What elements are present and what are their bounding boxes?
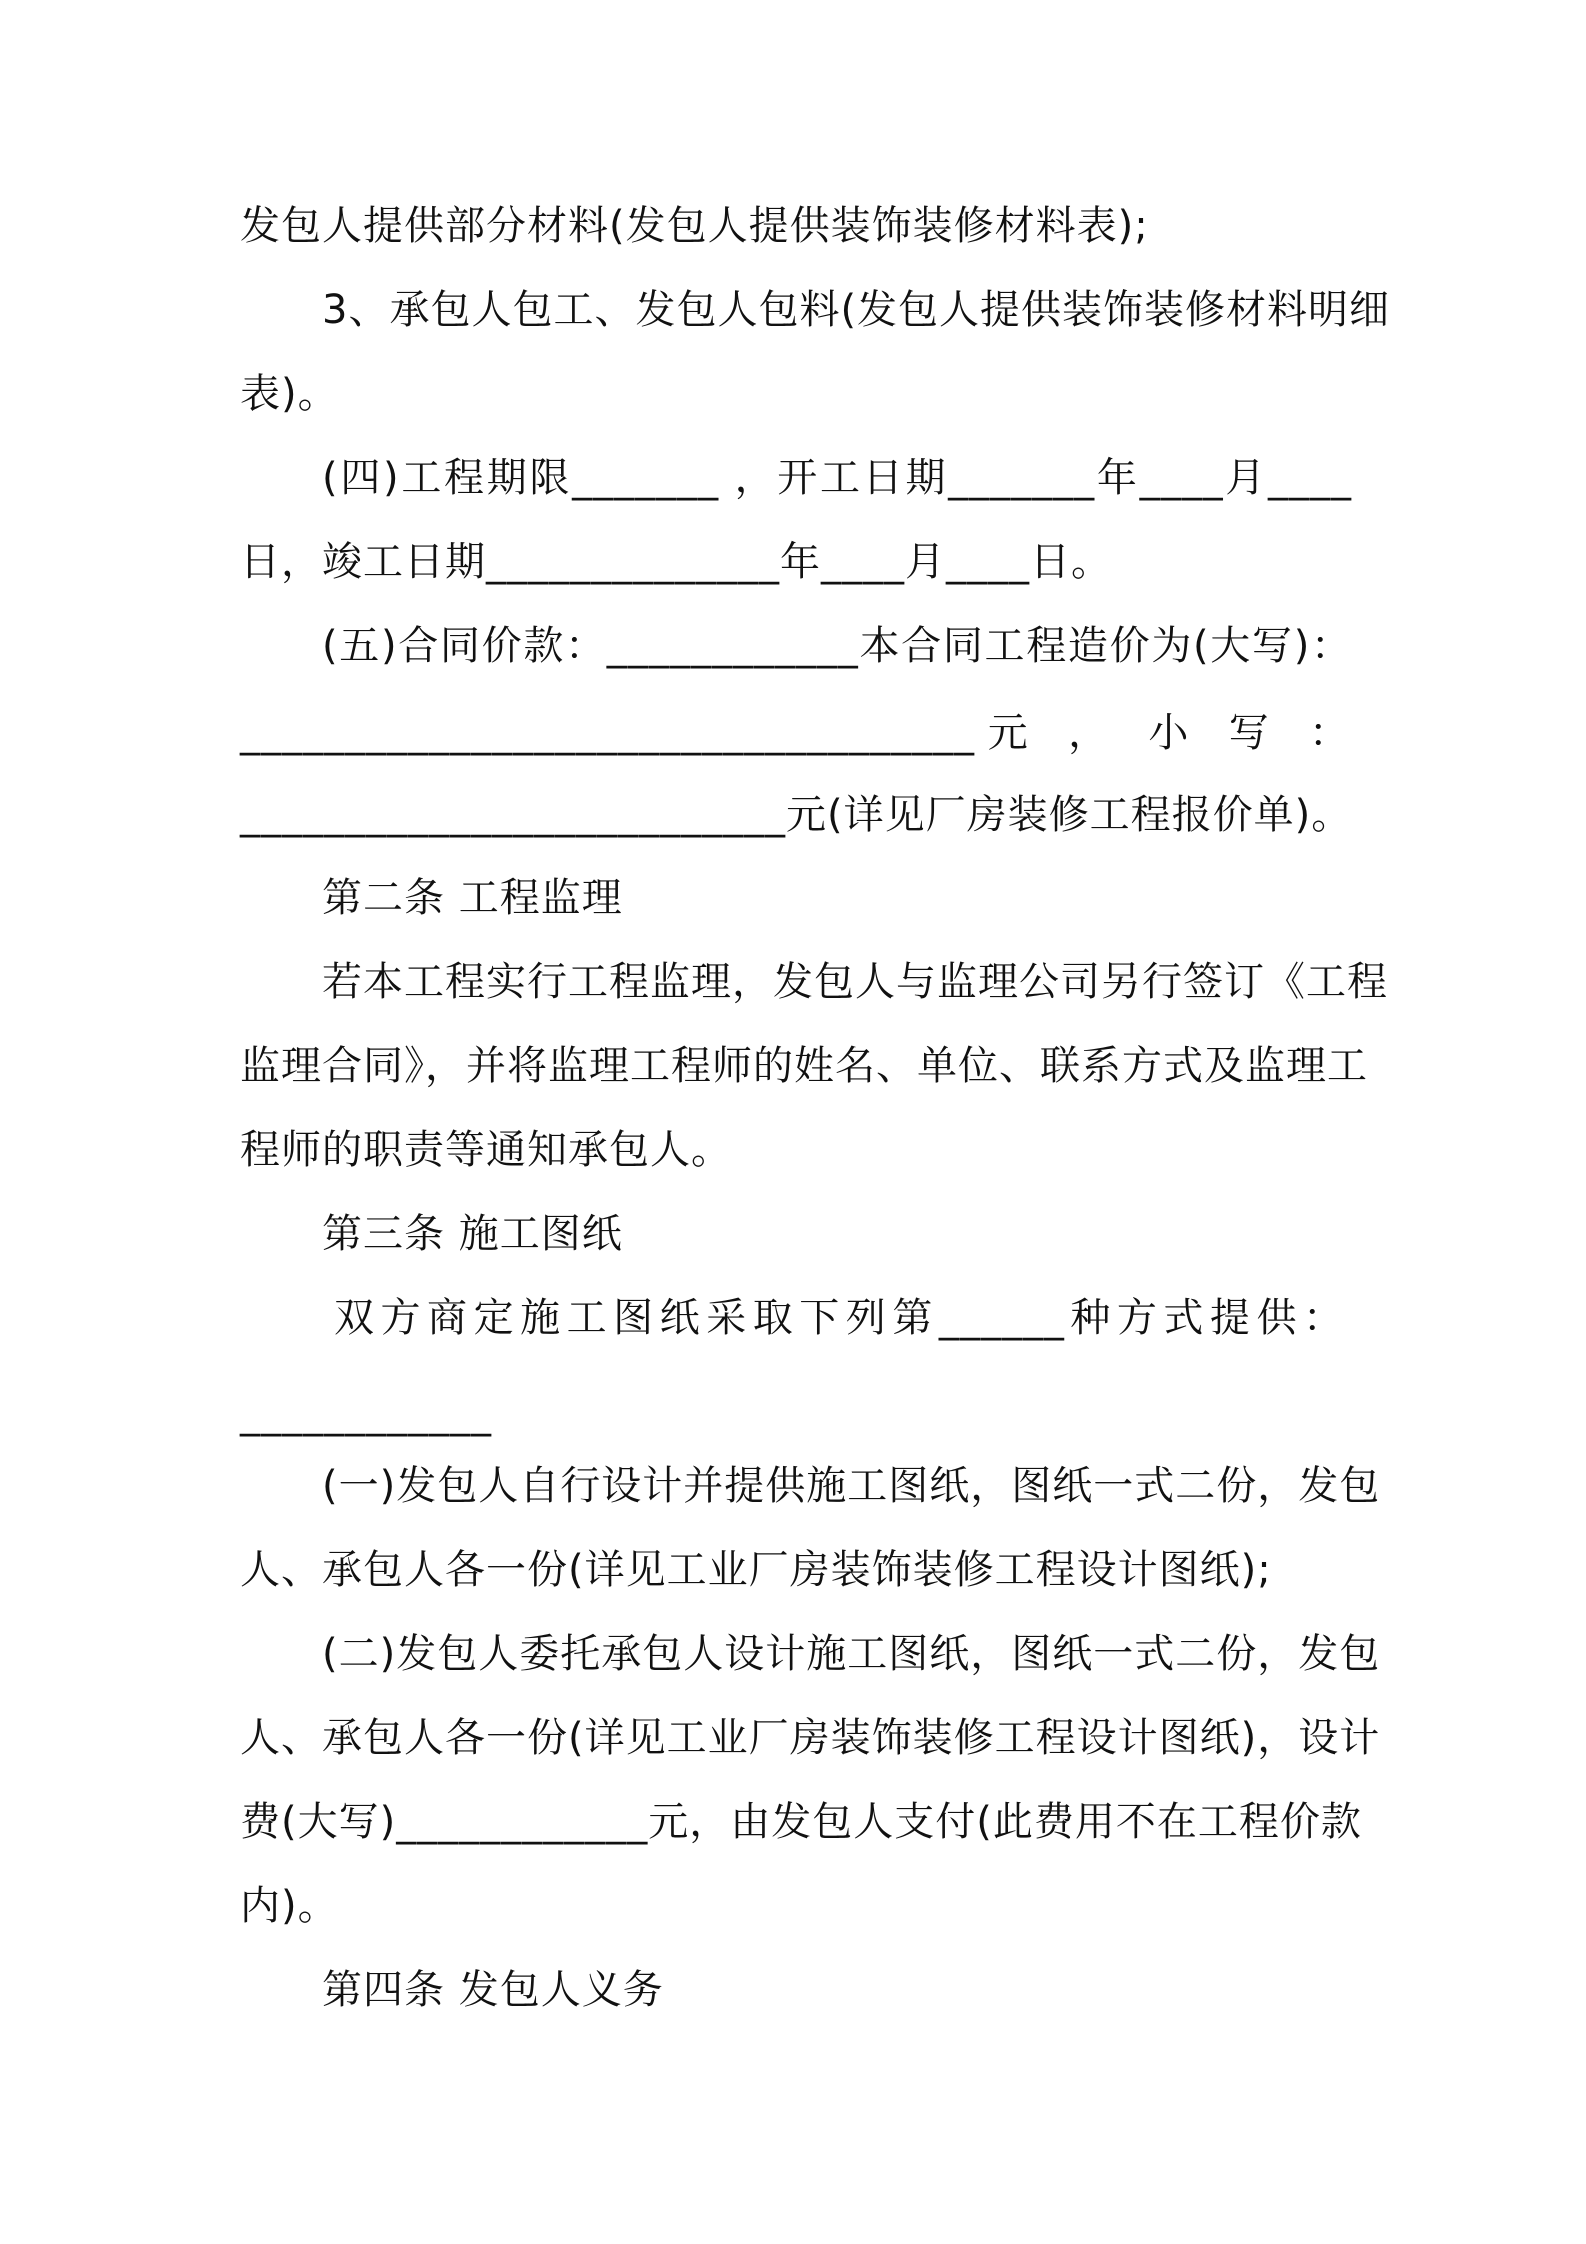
text-line: 内)。 <box>240 1883 339 1929</box>
text-line: __________________________元(详见厂房装修工程报价单)。 <box>240 792 1353 838</box>
text-line: 人、承包人各一份(详见工业厂房装饰装修工程设计图纸); <box>240 1547 1272 1593</box>
text-line: 程师的职责等通知承包人。 <box>240 1127 732 1173</box>
text-line: 若本工程实行工程监理，发包人与监理公司另行签订《工程 <box>322 959 1388 1005</box>
section-heading: 第四条 发包人义务 <box>322 1967 664 2013</box>
text-line: 发包人提供部分材料(发包人提供装饰装修材料表); <box>240 203 1149 249</box>
text-line: 日，竣工日期______________年____月____日。 <box>240 539 1112 585</box>
text-line: (五)合同价款：____________本合同工程造价为(大写)： <box>322 623 1352 669</box>
section-heading: 第三条 施工图纸 <box>322 1211 623 1257</box>
section-heading: 第二条 工程监理 <box>322 875 623 921</box>
text-line: ____________ <box>240 1391 492 1437</box>
text-line: 人、承包人各一份(详见工业厂房装饰装修工程设计图纸)，设计 <box>240 1715 1381 1761</box>
text-line: (一)发包人自行设计并提供施工图纸，图纸一式二份，发包 <box>322 1463 1381 1509</box>
text-line: ___________________________________元 ， 小 写 ： <box>240 710 1350 756</box>
text-line: 表)。 <box>240 371 339 417</box>
text-line: (二)发包人委托承包人设计施工图纸，图纸一式二份，发包 <box>322 1631 1381 1677</box>
text-line: 双方商定施工图纸采取下列第______种方式提供： <box>334 1295 1344 1341</box>
text-line: 费(大写)____________元，由发包人支付(此费用不在工程价款 <box>240 1799 1362 1845</box>
text-line: 监理合同》，并将监理工程师的姓名、单位、联系方式及监理工 <box>240 1043 1368 1089</box>
text-line: 3、承包人包工、发包人包料(发包人提供装饰装修材料明细 <box>322 287 1391 333</box>
text-line: (四)工程期限_______ ，开工日期_______年____月____ <box>322 455 1352 501</box>
